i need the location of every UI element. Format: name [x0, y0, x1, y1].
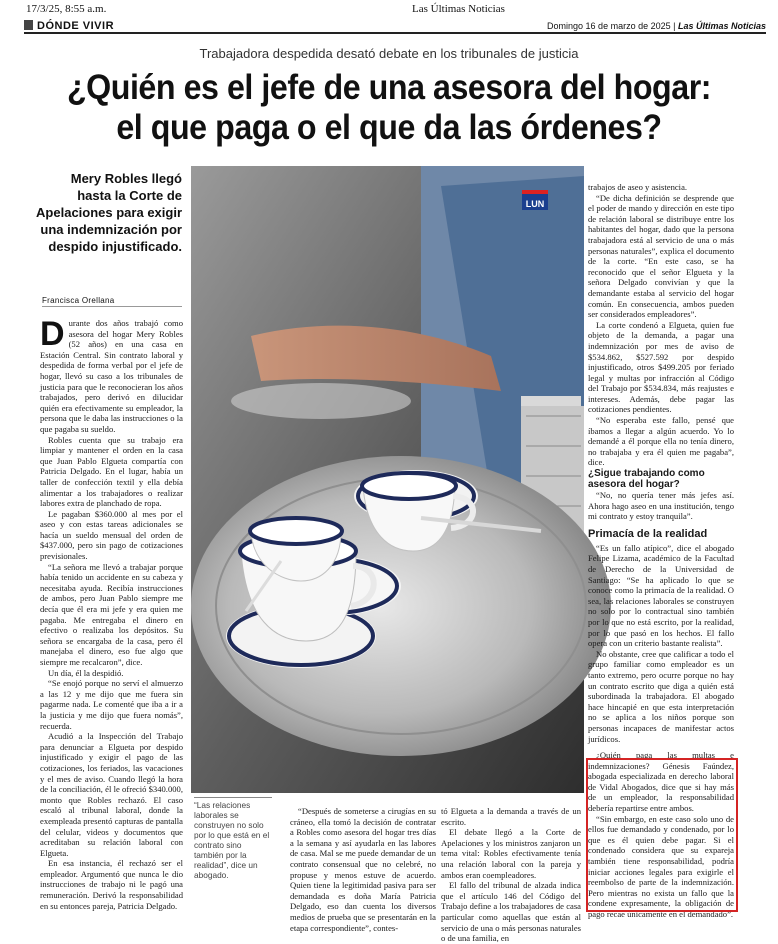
col1-paragraph: Un día, él la despidió.	[48, 667, 124, 678]
highlight-box	[586, 758, 738, 912]
column-1	[40, 315, 183, 911]
col2-paragraph: “Después de someterse a cirugías en su cráneo, ella tomó la decisión de contratar a Robles como asesora del hogar tres días a la semana y así ayudarla en las labores de casa. Mal se me puede demandar de un contrato consensual que no celebré, no propuse y menos estuve de acuerdo. Quien tiene la legitimidad pasiva para ser demandada es doña María Patricia Delgado, eso dan cuenta los diversos medios de prueba que se presentarán en la etapa correspondiente”, contes-	[290, 806, 436, 933]
bajada: Mery Robles llegó hasta la Corte de Apelaciones para exigir una indemnización por despido injustificado.	[36, 171, 182, 254]
col4-paragraph: “Es un fallo atípico”, dice el abogado Felipe Lizama, académico de la Facultad de Derecho de la Universidad de Santiago: “Se ha aplicado lo que se conoce como la primacía de la realidad. O sea, las relaciones laborales se construyen no solo por lo contractual sino también por lo que no está escrito, por la realidad, por lo que pasó en los hechos. El fallo opera con un criterio bastante realista”.	[588, 542, 734, 649]
col1-paragraph: “La señora me llevó a trabajar porque había tenido un accidente en su cabeza y necesitaba ayuda. Recibía instrucciones de ambos, pero Juan Pablo siempre me decía que él era mi jefe y era quien me pagaba. Me entregaba el dinero en efectivo o realizaba los depósitos. Su señora se encargaba de la casa, pero él manejaba el dinero, eso fue algo que siempre me recalcaron”, dice.	[40, 561, 183, 667]
col3-paragraph: tó Elgueta a la demanda a través de un escrito.	[441, 806, 581, 827]
photo-caption: “Las relaciones laborales se construyen no solo por lo que está en el contrato sino también por la realidad”, dice un abogado.	[194, 800, 270, 880]
interview-question: ¿Sigue trabajando como asesora del hogar?	[588, 468, 705, 491]
section-marker-icon	[24, 20, 33, 30]
col4-paragraph: “No esperaba este fallo, pensé que íbamos a llegar a algún acuerdo. Yo lo demandé a él porque ella no tenía dinero, no trabajaba y era él quien me pagaba”, dice.	[588, 415, 734, 468]
col3-paragraph: El fallo del tribunal de alzada indica que el artículo 146 del Código del Trabajo define a los trabajadores de casa particular como aquellas que están al servicio de una o más personas naturales o de una familia, en	[441, 880, 581, 944]
col1-paragraph: En esa instancia, él rechazó ser el empleador. Argumentó que nunca le dio instrucciones de trabajo ni le pagó una remuneración. Derivó la responsabilidad en su entonces pareja, Patricia Delgado.	[40, 858, 183, 911]
col4-paragraph: “De dicha definición se desprende que el poder de mando y dirección en este tipo de relación laboral se distribuye entre los habitantes del hogar, dado que la persona trabajadora está al servicio de una o más personas naturales”, explica el documento de la corte. “En este caso, se ha reconocido que el señor Elgueta y la señora Delgado convivían y que la demandante estaba al servicio del hogar común. En consecuencia, ambos pueden ser considerados empleadores”.	[588, 192, 734, 320]
dropcap: D	[40, 315, 65, 353]
col1-paragraph: “Se enojó porque no serví el almuerzo a las 12 y me dijo que me fuera sin pagarme nada. Le comenté que iba a ir a la justicia y me dijo que fuera nomás”, recuerda.	[40, 678, 183, 731]
kicker: Trabajadora despedida desató debate en los tribunales de justicia	[199, 46, 579, 61]
print-timestamp: 17/3/25, 8:55 a.m.	[26, 3, 107, 15]
headline-line-1: ¿Quién es el jefe de una asesora del hogar:	[66, 68, 712, 107]
issue-date-text: Domingo 16 de marzo de 2025	[547, 21, 671, 31]
section-tag-label: DÓNDE VIVIR	[37, 20, 115, 32]
section-tag	[24, 20, 114, 32]
col1-paragraph: urante dos años trabajó como asesora del hogar Mery Robles (52 años) en una casa en Estación Central. Sin contrato laboral y despedida de forma verbal por el jefe de hogar, llevó su caso a los tribunales de justicia para que le reconocieran los años trabajados, pero derivó en dilucidar quién era efectivamente su empleador, la persona que le daba las instrucciones o la que pagaba su sueldo.	[40, 318, 183, 434]
col1-paragraph: Robles cuenta que su trabajo era limpiar y mantener el orden en la casa que Juan Pablo Elgueta compartía con Patricia Delgado. En el lugar, había un taller de confección textil y ella debía alimentar a los trabajadores o realizar labores extra de planchado de ropa.	[40, 434, 183, 509]
photo-illustration	[191, 166, 584, 793]
byline-divider	[42, 306, 182, 307]
col1-paragraph: Le pagaban $360.000 al mes por el aseo y con estas tareas adicionales se hacía un sueldo mensual del orden de $437.000, pero sin pago de cotizaciones previsionales.	[40, 508, 183, 562]
caption-divider	[194, 797, 272, 798]
col4-paragraph: “Sin embargo, en este caso solo uno de ellos fue demandado y condenado, por lo que es él quien debe pagar. Si el condenado considera que su expareja también tiene responsabilidad, podría iniciar acciones legales para exigirle el reembolso de parte de la indemnización. Pero mientras no exista un fallo que la condene expresamente, la obligación de pago recae únicamente en el demandado”.	[588, 813, 734, 919]
print-header	[0, 0, 778, 18]
headline-line-2: el que paga o el que da las órdenes?	[116, 108, 662, 147]
print-site-title: Las Últimas Noticias	[412, 3, 505, 15]
col4-paragraph: La corte condenó a Elgueta, quien fue objeto de la demanda, a pagar una indemnización por mes de aviso de $534.862, $527.592 por despido injustificado, otros $499.205 por feriado legal y multas por infracción al Código del Trabajo por $534.834, más reajustes e intereses. Además, debe pagar las cotizaciones pendientes.	[588, 319, 734, 415]
col1-paragraph: Acudió a la Inspección del Trabajo para denunciar a Elgueta por despido injustificado y exigir el pago de las cotizaciones, los feriados, las vacaciones y el mes de aviso. Cuando llegó la hora de la conciliación, él le ofreció $340.000, monto que Robles rechazó. El caso escaló al tribunal laboral, donde la exempleada presentó capturas de pantalla del celular, videos y documentos que acreditaban su relación laboral con Elgueta.	[40, 731, 183, 858]
column-2	[290, 806, 436, 933]
col4-paragraph: ¿Quién paga las multas e indemnizaciones? Génesis Faúndez, abogada especializada en derecho laboral de Vidal Abogados, dice que si hay más de un empleador, la responsabilidad debería repartirse entre ambos.	[588, 750, 734, 814]
issue-date: Domingo 16 de marzo de 2025 | Las Últimas Noticias	[547, 21, 766, 31]
subheading: Primacía de la realidad	[588, 527, 708, 540]
col4-paragraph: trabajos de aseo y asistencia.	[588, 182, 688, 192]
column-3	[441, 806, 581, 944]
lun-logo: LUN	[522, 190, 548, 210]
col4-paragraph: No obstante, cree que calificar a todo el grupo familiar como empleador es un tanto extremo, pero ocurre porque no hay un contrato escrito que diga a quién está subordinada la trabajadora. El abogado hace hincapié en que esta interpretación no se aplica a los niños porque son personas incapaces de manifestar actos jurídicos.	[588, 648, 734, 744]
article-photo	[191, 166, 584, 793]
headline	[31, 68, 747, 148]
interview-answer: “No, no quería tener más jefes así. Ahora hago aseo en una institución, tengo mi contrato y estoy tranquila”.	[588, 490, 734, 522]
byline: Francisca Orellana	[42, 296, 115, 305]
section-bar	[24, 20, 766, 34]
paper-name: Las Últimas Noticias	[677, 21, 766, 31]
col3-paragraph: El debate llegó a la Corte de Apelaciones y los ministros zanjaron un tema vital: Robles efectivamente tenía una relación laboral con la pareja y ambos eran coempleadores.	[441, 827, 581, 880]
